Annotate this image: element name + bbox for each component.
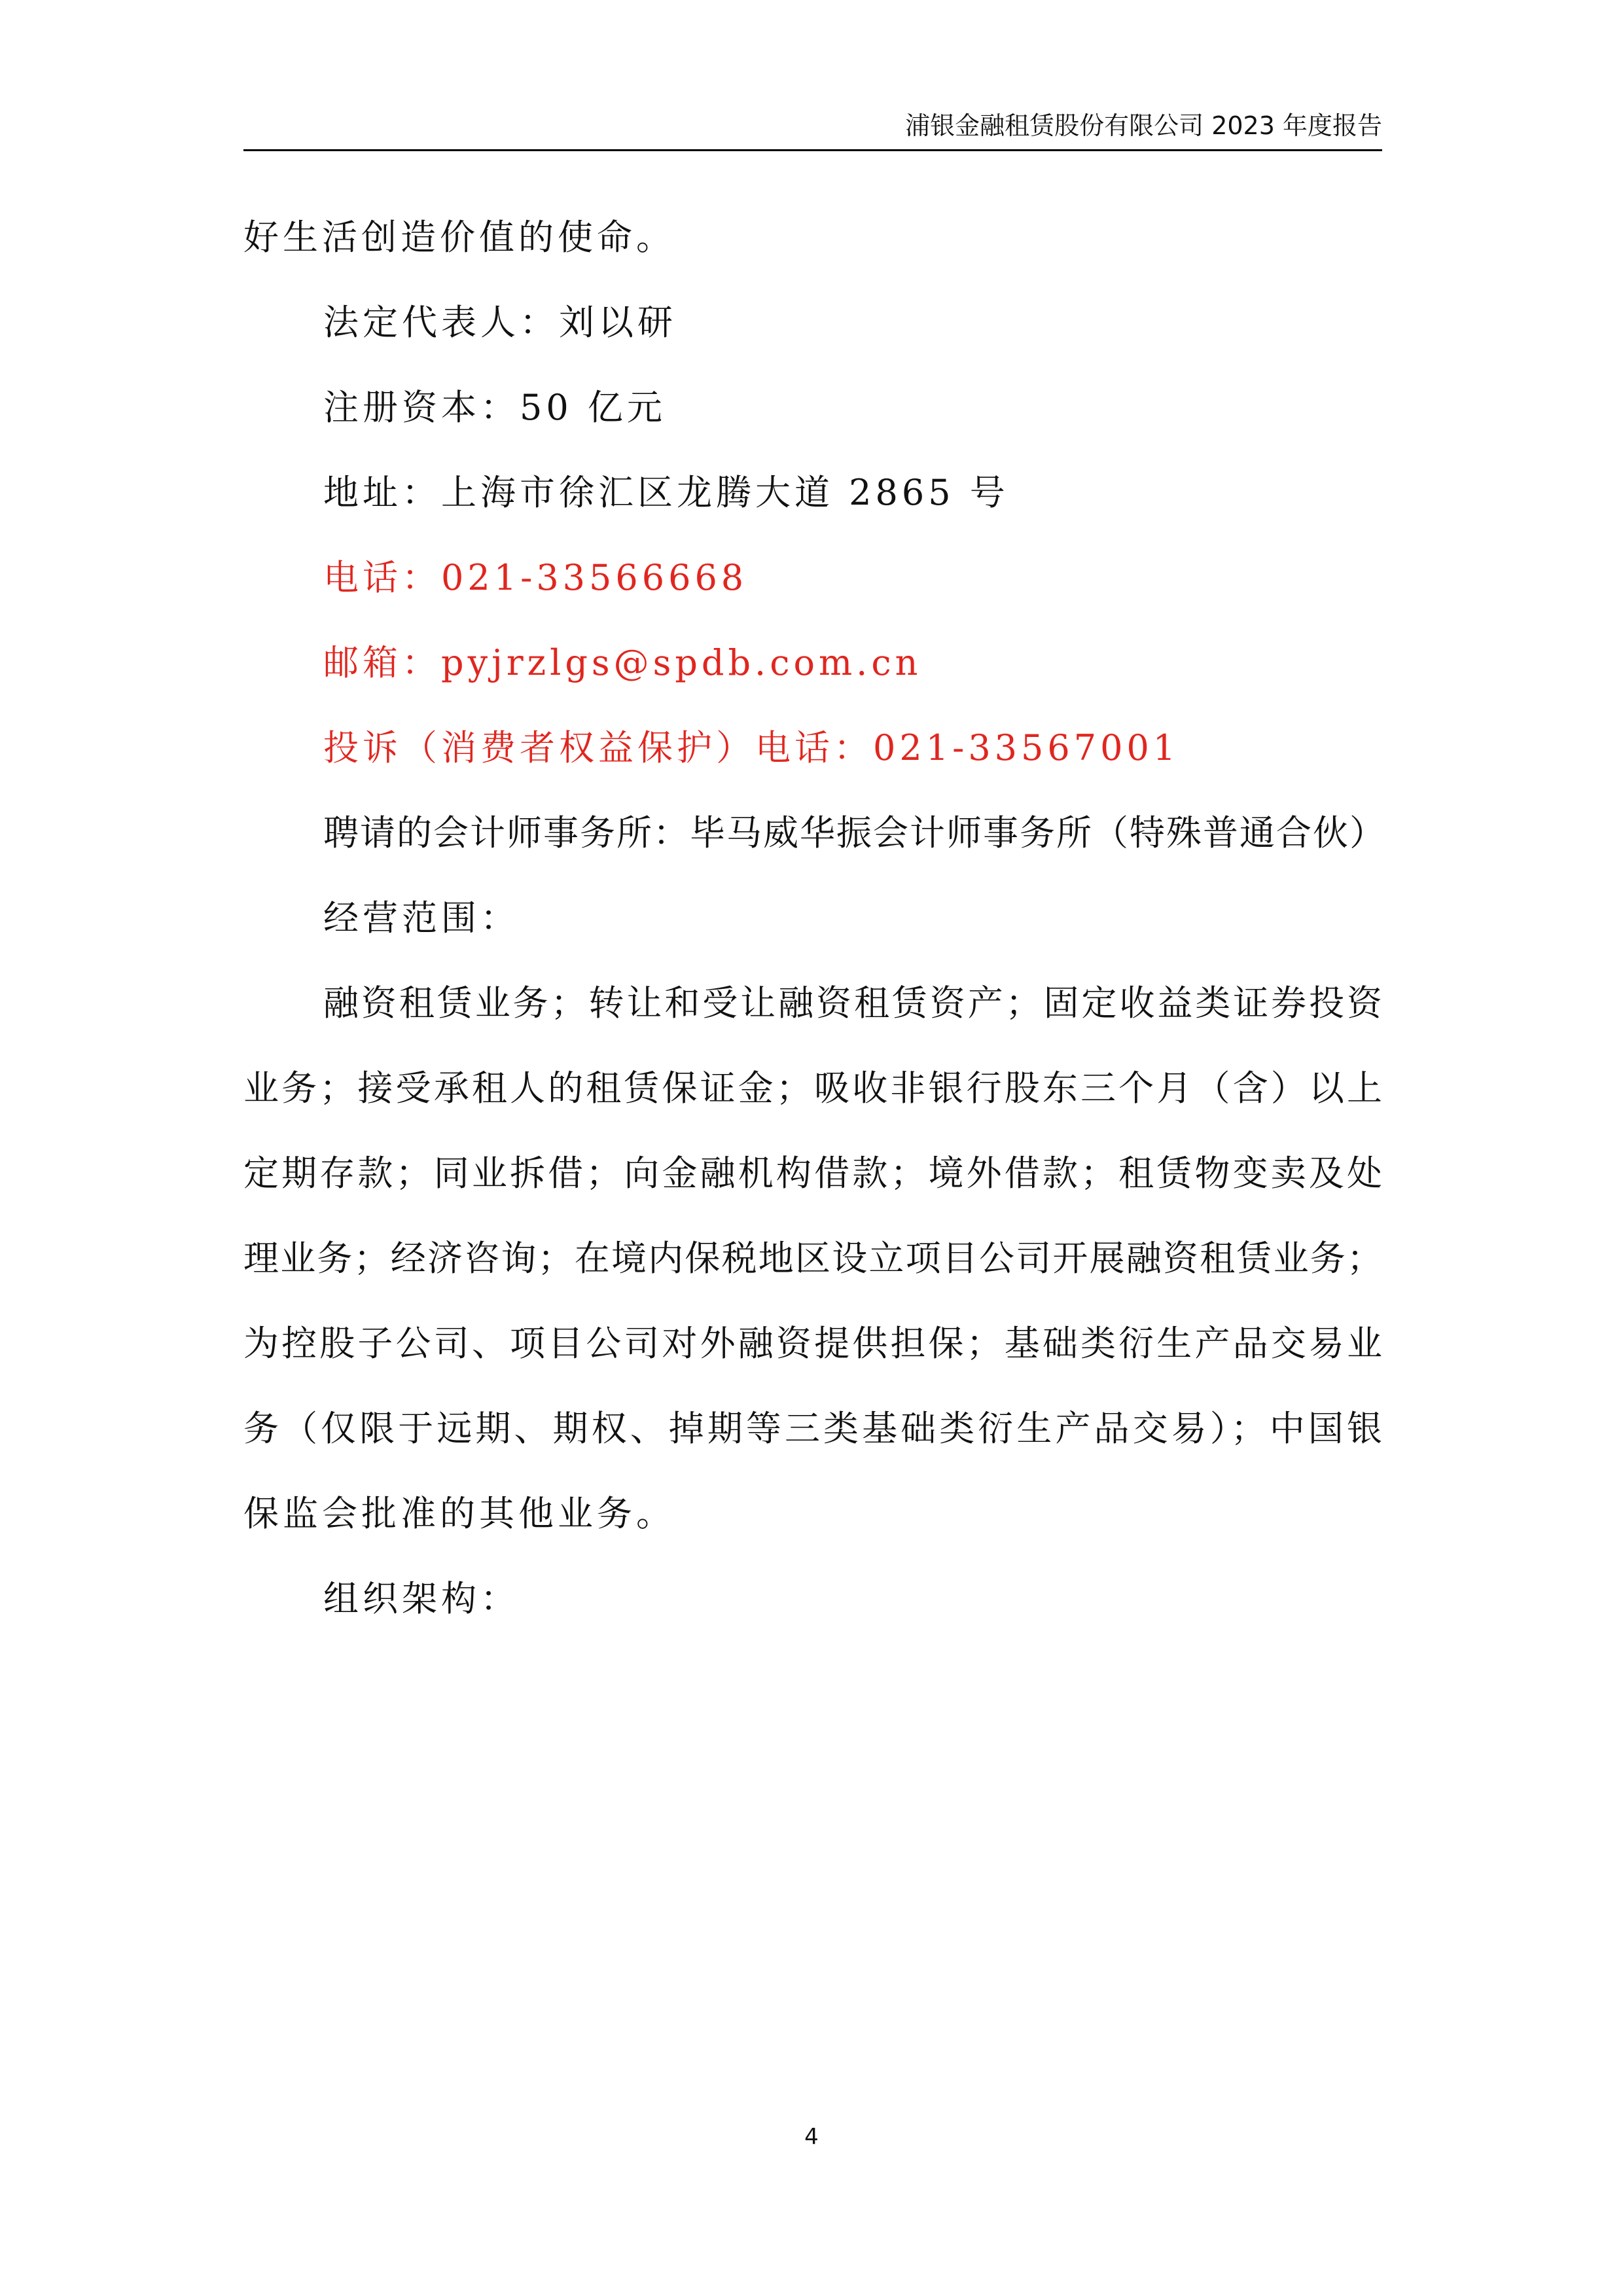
accounting-firm: 聘请的会计师事务所：毕马威华振会计师事务所（特殊普通合伙） <box>323 812 1386 853</box>
registered-capital: 注册资本：50 亿元 <box>323 387 666 428</box>
continuation-text: 好生活创造价值的使命。 <box>243 217 675 258</box>
company-address: 地址：上海市徐汇区龙腾大道 2865 号 <box>323 472 1009 513</box>
scope-line: 理业务；经济咨询；在境内保税地区设立项目公司开展融资租赁业务； <box>243 1238 1382 1279</box>
complaint-phone: 投诉（消费者权益保护）电话：021-33567001 <box>323 727 1180 768</box>
page-number: 4 <box>804 2124 819 2150</box>
scope-line: 融资租赁业务；转让和受让融资租赁资产；固定收益类证券投资 <box>323 982 1382 1024</box>
report-title: 浦银金融租赁股份有限公司 2023 年度报告 <box>905 111 1382 140</box>
email-address: 邮箱：pyjrzlgs@spdb.com.cn <box>323 642 922 683</box>
phone-number: 电话：021-33566668 <box>323 557 748 598</box>
scope-line: 业务；接受承租人的租赁保证金；吸收非银行股东三个月（含）以上 <box>243 1067 1382 1109</box>
scope-line: 保监会批准的其他业务。 <box>243 1493 675 1534</box>
legal-representative: 法定代表人：刘以研 <box>323 302 677 343</box>
scope-line: 务（仅限于远期、期权、掉期等三类基础类衍生产品交易）；中国银 <box>243 1408 1382 1449</box>
organization-structure-heading: 组织架构： <box>323 1578 520 1619</box>
scope-line: 为控股子公司、项目公司对外融资提供担保；基础类衍生产品交易业 <box>243 1323 1382 1364</box>
page-header <box>243 105 1382 151</box>
business-scope-heading: 经营范围： <box>323 897 520 939</box>
scope-line: 定期存款；同业拆借；向金融机构借款；境外借款；租赁物变卖及处 <box>243 1153 1382 1194</box>
